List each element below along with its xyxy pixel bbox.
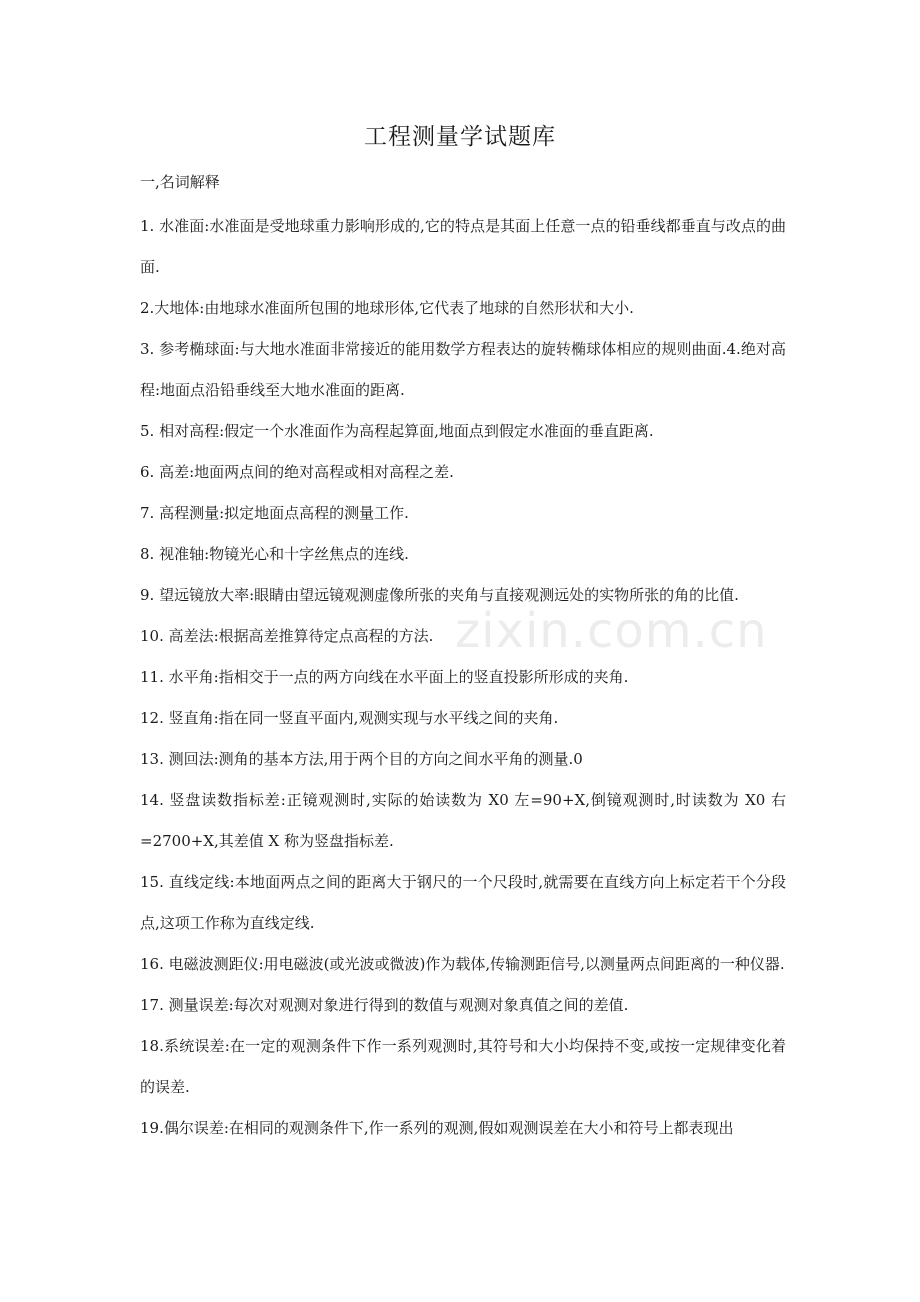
definition-entry: 8. 视准轴:物镜光心和十字丝焦点的连线. — [140, 545, 409, 563]
page-title: 工程测量学试题库 — [364, 124, 556, 150]
definition-list — [140, 206, 786, 1149]
definition-entry: 1. 水准面:水准面是受地球重力影响形成的,它的特点是其面上任意一点的铅垂线都垂直与改点的曲面. — [140, 217, 786, 276]
definition-entry: 11. 水平角:指相交于一点的两方向线在水平面上的竖直投影所形成的夹角. — [140, 668, 629, 686]
definition-entry: 7. 高程测量:拟定地面点高程的测量工作. — [140, 504, 409, 522]
definition-entry: 19.偶尔误差:在相同的观测条件下,作一系列的观测,假如观测误差在大小和符号上都表现出 — [140, 1119, 734, 1137]
definition-entry: 12. 竖直角:指在同一竖直平面内,观测实现与水平线之间的夹角. — [140, 709, 559, 727]
definition-entry: 3. 参考椭球面:与大地水准面非常接近的能用数学方程表达的旋转椭球体相应的规则曲面.4.绝对高程:地面点沿铅垂线至大地水准面的距离. — [140, 340, 786, 399]
section-heading: 一,名词解释 — [140, 173, 220, 191]
watermark: zixin.com.cn — [455, 603, 768, 659]
definition-entry: 5. 相对高程:假定一个水准面作为高程起算面,地面点到假定水准面的垂直距离. — [140, 422, 654, 440]
definition-entry: 2.大地体:由地球水准面所包围的地球形体,它代表了地球的自然形状和大小. — [140, 299, 634, 317]
definition-entry: 10. 高差法:根据高差推算待定点高程的方法. — [140, 627, 434, 645]
definition-entry: 14. 竖盘读数指标差:正镜观测时,实际的始读数为 X0 左=90+X,倒镜观测时,时读数为 X0 右=2700+X,其差值 X 称为竖盘指标差. — [140, 791, 786, 850]
definition-entry: 17. 测量误差:每次对观测对象进行得到的数值与观测对象真值之间的差值. — [140, 996, 629, 1014]
definition-entry: 13. 测回法:测角的基本方法,用于两个目的方向之间水平角的测量.0 — [140, 750, 583, 768]
definition-entry: 6. 高差:地面两点间的绝对高程或相对高程之差. — [140, 463, 454, 481]
definition-entry: 9. 望远镜放大率:眼睛由望远镜观测虚像所张的夹角与直接观测远处的实物所张的角的比值. — [140, 586, 739, 604]
definition-entry: 16. 电磁波测距仪:用电磁波(或光波或微波)作为载体,传输测距信号,以测量两点间距离的一种仪器. — [140, 955, 785, 973]
definition-entry: 18.系统误差:在一定的观测条件下作一系列观测时,其符号和大小均保持不变,或按一定规律变化着的误差. — [140, 1037, 786, 1096]
definition-entry: 15. 直线定线:本地面两点之间的距离大于钢尺的一个尺段时,就需要在直线方向上标定若干个分段点,这项工作称为直线定线. — [140, 873, 786, 932]
